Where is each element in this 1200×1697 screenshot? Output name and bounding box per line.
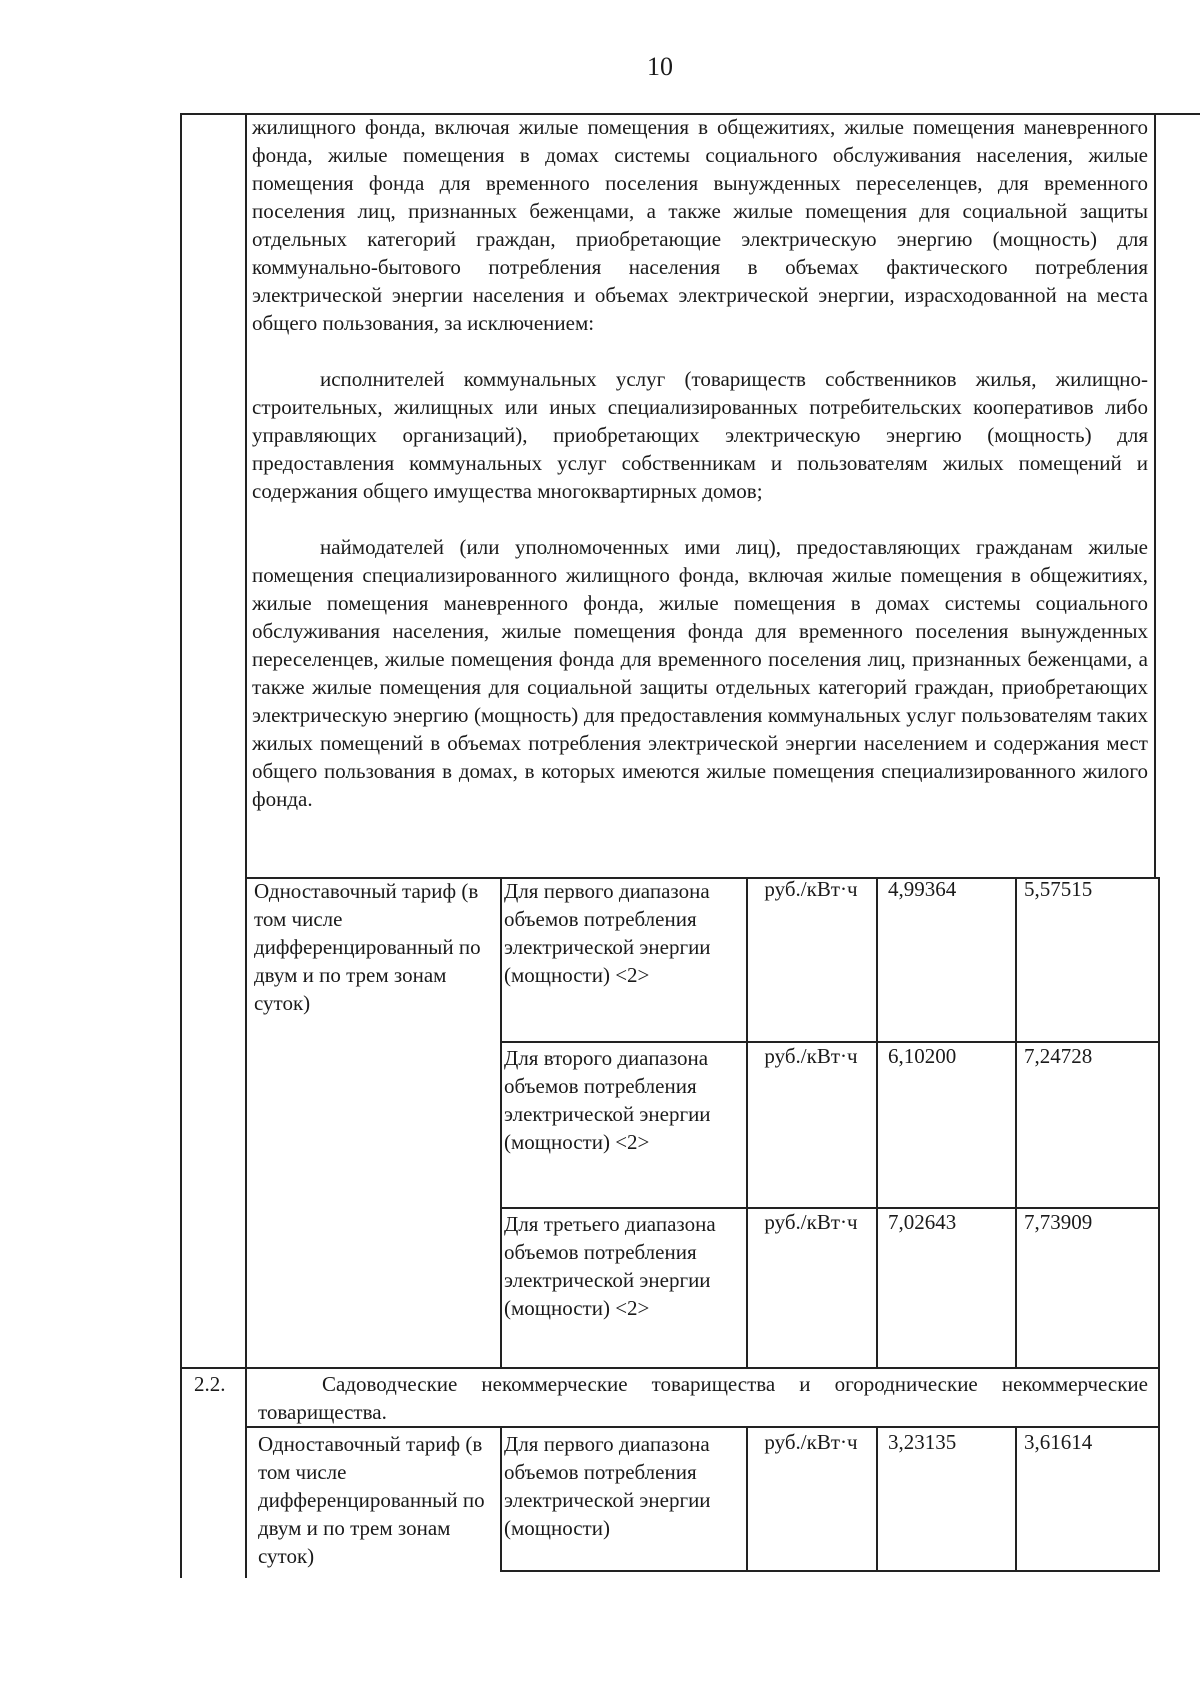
block1-row1-unit: руб./кВт·ч (764, 877, 858, 901)
block2-col-divider-4 (1015, 1426, 1017, 1572)
intro-paragraph-1: жилищного фонда, включая жилые помещения в общежитиях, жилые помещения маневренного фонда, жилые помещения в домах системы социального обслуживания населения, жилые помещения фонда для временного поселения вынужденных переселенцев, для временного поселения лиц, признанных беженцами, а также жилые помещения для социальной защиты отдельных категорий граждан, приобретающие электрическую энергию (мощность) для коммунально-бытового потребления населения в объемах фактического потребления электрической энергии населения и объемах электрической энергии, израсходованной на места общего пользования, за исключением: (252, 115, 1148, 335)
block1-row2-unit: руб./кВт·ч (764, 1044, 858, 1068)
block1-row2-range: Для второго диапазона объемов потребления электрической энергии (мощности) <2> (504, 1046, 711, 1154)
section-number: 2.2. (194, 1372, 226, 1396)
block2-row1-value1: 3,23135 (888, 1430, 957, 1454)
block1-tariff-label: Одноставочный тариф (в том числе дифференцированный по двум и по трем зонам суток) (254, 879, 481, 1015)
block2-bottom-border (500, 1570, 1158, 1572)
table-right-border-top (1154, 113, 1156, 877)
section-title: Садоводческие некоммерческие товарищества и огороднические некоммерческие товарищества. (258, 1372, 1148, 1424)
block2-right-border (1158, 1426, 1160, 1572)
section-right-border (1158, 1367, 1160, 1427)
block1-col-divider-2 (746, 877, 748, 1367)
block2-tariff-label: Одноставочный тариф (в том числе дифференцированный по двум и по трем зонам суток) (258, 1432, 485, 1568)
intro-paragraph-2: исполнителей коммунальных услуг (товариществ собственников жилья, жилищно-строительных, жилищных или иных специализированных потребительских кооперативов либо управляющих организаций), приобретающих электрическую энергию (мощность) для предоставления коммунальных услуг собственникам и пользователям жилых помещений и содержания общего имущества многоквартирных домов; (252, 367, 1148, 503)
block2-row1-value2: 3,61614 (1024, 1430, 1093, 1454)
table-left-border (180, 113, 182, 1578)
block1-row1-value2: 5,57515 (1024, 877, 1093, 901)
block1-row2-value2: 7,24728 (1024, 1044, 1093, 1068)
intro-paragraph-3: наймодателей (или уполномоченных ими лиц), предоставляющих гражданам жилые помещения специализированного жилищного фонда, включая жилые помещения в общежитиях, жилые помещения маневренного фонда, жилые помещения в домах системы социального обслуживания населения, жилые помещения фонда для временного поселения вынужденных переселенцев, жилые помещения фонда для временного поселения лиц, признанных беженцами, а также жилые помещения для социальной защиты отдельных категорий граждан, приобретающих электрическую энергию (мощность) для предоставления коммунальных услуг пользователям таких жилых помещений в объемах потребления электрической энергии населением и содержания мест общего пользования в домах, в которых имеются жилые помещения специализированного жилого фонда. (252, 535, 1148, 811)
column-divider-number (245, 113, 247, 1578)
block1-bottom-border (180, 1367, 1158, 1369)
block2-row1-range: Для первого диапазона объемов потребления электрической энергии (мощности) (504, 1432, 711, 1540)
block1-row2-value1: 6,10200 (888, 1044, 957, 1068)
page-number: 10 (647, 52, 673, 81)
block1-col-divider-1 (500, 877, 502, 1367)
block1-col-divider-3 (876, 877, 878, 1367)
block1-row3-unit: руб./кВт·ч (764, 1210, 858, 1234)
block2-row1-unit: руб./кВт·ч (764, 1430, 858, 1454)
block1-row1-value1: 4,99364 (888, 877, 957, 901)
block1-row3-value2: 7,73909 (1024, 1210, 1093, 1234)
block1-col-divider-4 (1015, 877, 1017, 1367)
block2-col-divider-3 (876, 1426, 878, 1572)
block1-row3-range: Для третьего диапазона объемов потребления электрической энергии (мощности) <2> (504, 1212, 716, 1320)
block1-right-border (1158, 877, 1160, 1367)
block2-top-border (245, 1426, 1158, 1428)
block1-row3-value1: 7,02643 (888, 1210, 957, 1234)
block2-col-divider-1 (500, 1426, 502, 1572)
block1-row1-range: Для первого диапазона объемов потребления электрической энергии (мощности) <2> (504, 879, 711, 987)
